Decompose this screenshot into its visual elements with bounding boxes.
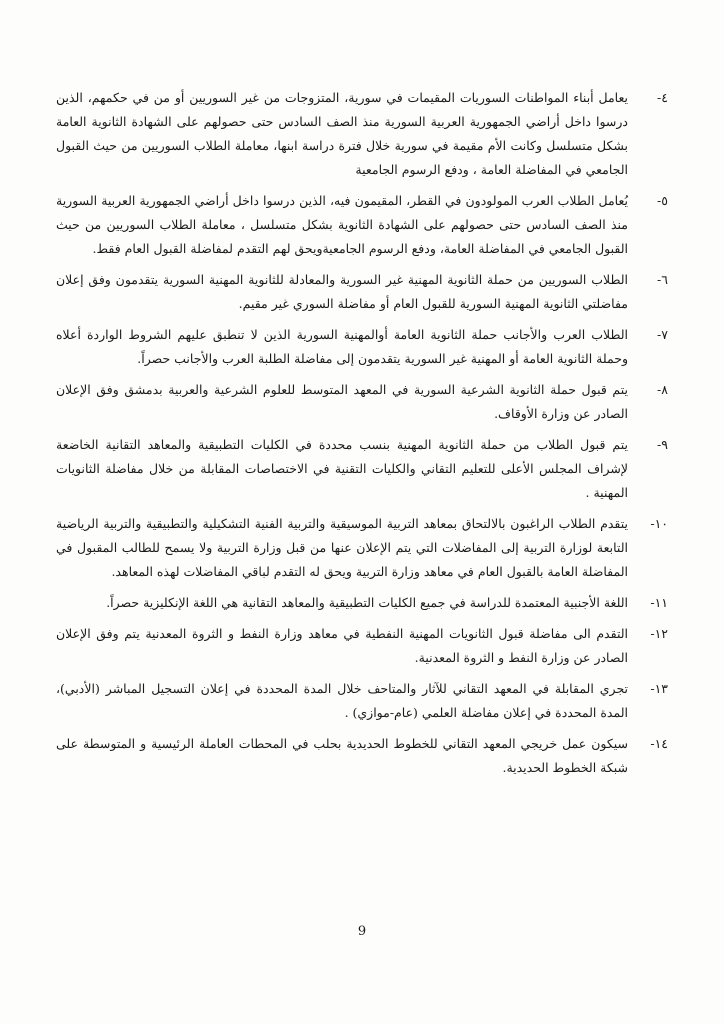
- item-number: ١٠-: [650, 516, 668, 531]
- item-text: يتقدم الطلاب الراغبون بالالتحاق بمعاهد التربية الموسيقية والتربية الفنية التشكيلية والتطبيقية والتربية الرياضية التابعة لوزارة التربية إلى المفاضلات التي يتم الإعلان عنها من قبل وزارة التربية ولا يسمح للطالب المقبول في المفاضلة العامة بالقبول العام في معاهد وزارة التربية ويحق له التقدم لباقي المفاضلات لهذه المعاهد.: [56, 516, 628, 579]
- list-item: [56, 433, 668, 505]
- item-text: يتم قبول حملة الثانوية الشرعية السورية في المعهد المتوسط للعلوم الشرعية والعربية بدمشق وفق الإعلان الصادر عن وزارة الأوقاف.: [56, 382, 628, 421]
- item-text: يُعامل الطلاب العرب المولودون في القطر، المقيمون فيه، الذين درسوا داخل أراضي الجمهورية العربية السورية منذ الصف السادس حتى حصولهم على الشهادة الثانوية بشكل متسلسل ، معاملة الطلاب السوريين من حيث القبول الجامعي في المفاضلة العامة، ودفع الرسوم الجامعيةويحق لهم التقدم لمفاضلة القبول العام فقط.: [56, 193, 628, 256]
- item-number: ٨-: [657, 382, 668, 397]
- list-item: [56, 732, 668, 780]
- list-item: [56, 378, 668, 426]
- item-number: ٧-: [657, 327, 668, 342]
- item-text: اللغة الأجنبية المعتمدة للدراسة في جميع الكليات التطبيقية والمعاهد التقانية هي اللغة الإنكليزية حصراً.: [106, 595, 628, 610]
- item-number: ١١-: [650, 595, 668, 610]
- item-number: ٦-: [657, 272, 668, 287]
- item-text: الطلاب السوريين من حملة الثانوية المهنية غير السورية والمعادلة للثانوية المهنية السورية يتقدمون وفق إعلان مفاضلتي الثانوية المهنية السورية للقبول العام أو مفاضلة السوري غير مقيم.: [56, 272, 628, 311]
- list-item: [56, 189, 668, 261]
- list-item: [56, 268, 668, 316]
- list-item: [56, 622, 668, 670]
- numbered-list: [56, 86, 668, 787]
- list-item: [56, 512, 668, 584]
- item-text: تجري المقابلة في المعهد التقاني للآثار والمتاحف خلال المدة المحددة في إعلان التسجيل المباشر (الأدبي)، المدة المحددة في إعلان مفاضلة العلمي (عام-موازي) .: [56, 681, 628, 720]
- item-text: يعامل أبناء المواطنات السوريات المقيمات في سورية، المتزوجات من غير السوريين أو من في حكمهم، الذين درسوا داخل أراضي الجمهورية العربية السورية منذ الصف السادس حتى حصولهم على الشهادة الثانوية العامة بشكل متسلسل وكانت الأم مقيمة في سورية خلال فترة دراسة ابنها، معاملة الطلاب السوريين من حيث القبول الجامعي في المفاضلة العامة ، ودفع الرسوم الجامعية: [56, 90, 628, 177]
- item-text: التقدم الى مفاضلة قبول الثانويات المهنية النفطية في معاهد وزارة النفط و الثروة المعدنية يتم وفق الإعلان الصادر عن وزارة النفط و الثروة المعدنية.: [56, 626, 628, 665]
- list-item: [56, 86, 668, 182]
- item-number: ١٢-: [650, 626, 668, 641]
- page-number: 9: [357, 924, 367, 939]
- item-number: ٩-: [657, 437, 668, 452]
- list-item: [56, 591, 668, 615]
- list-item: [56, 323, 668, 371]
- item-number: ١٣-: [650, 681, 668, 696]
- item-number: ٥-: [657, 193, 668, 208]
- item-text: الطلاب العرب والأجانب حملة الثانوية العامة أوالمهنية السورية الذين لا تنطبق عليهم الشروط الواردة أعلاه وحملة الثانوية العامة أو المهنية غير السورية يتقدمون إلى مفاضلة الطلبة العرب والأجانب حصراً.: [56, 327, 628, 366]
- list-item: [56, 677, 668, 725]
- item-number: ١٤-: [650, 736, 668, 751]
- item-number: ٤-: [657, 90, 668, 105]
- item-text: يتم قبول الطلاب من حملة الثانوية المهنية بنسب محددة في الكليات التطبيقية والمعاهد التقانية الخاضعة لإشراف المجلس الأعلى للتعليم التقاني والكليات التقنية في الاختصاصات المقابلة من خلال مفاضلة الثانويات المهنية .: [56, 437, 628, 500]
- item-text: سيكون عمل خريجي المعهد التقاني للخطوط الحديدية بحلب في المحطات العاملة الرئيسية و المتوسطة على شبكة الخطوط الحديدية.: [56, 736, 628, 775]
